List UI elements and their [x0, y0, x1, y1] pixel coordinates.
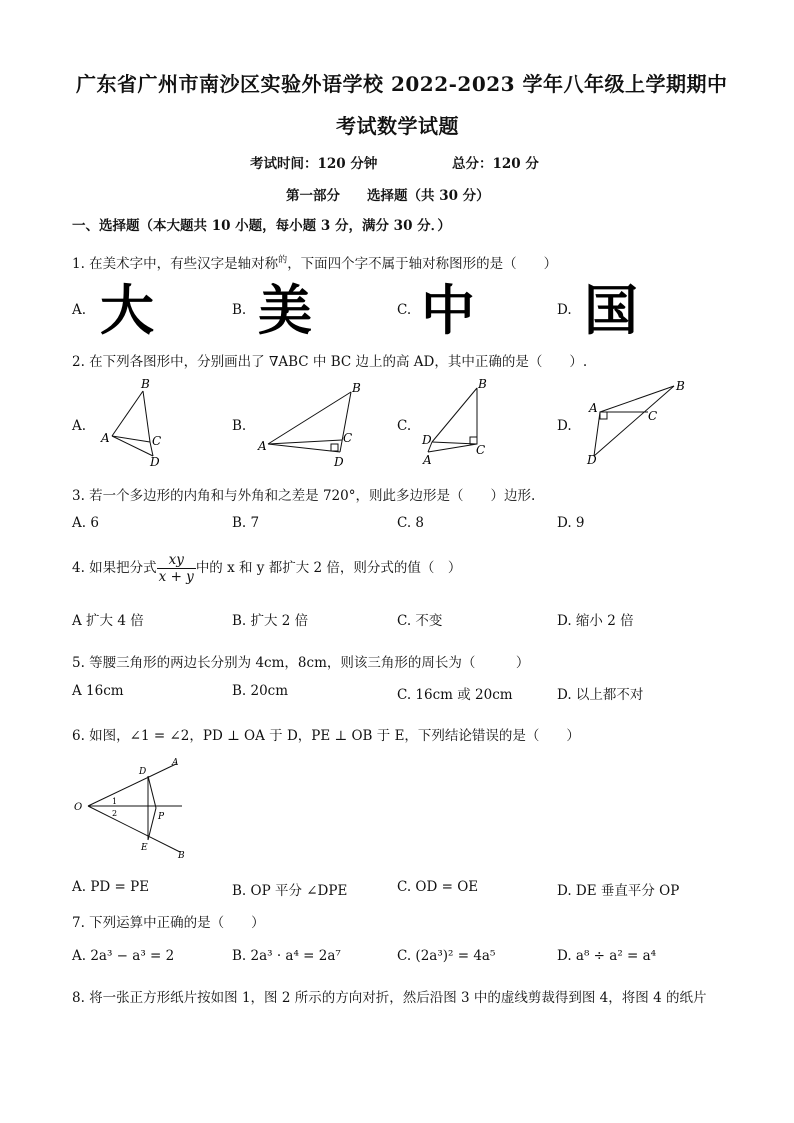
q1-option-b-char: 美 [258, 279, 312, 342]
q2d-label-c: C [648, 409, 658, 423]
q5-option-c: C. 16cm 或 20cm [397, 687, 513, 703]
question-3-stem: 3. 若一个多边形的内角和与外角和之差是 720°，则此多边形是（ ）边形. [72, 488, 536, 504]
q7-option-b: B. 2a³ · a⁴ = 2a⁷ [232, 948, 341, 964]
q6-label-1: 1 [112, 797, 118, 806]
q2-figure-a [98, 376, 168, 468]
q4-option-c: C. 不变 [397, 613, 443, 629]
q2a-label-d: D [150, 455, 160, 468]
q6-label-o: O [74, 802, 83, 813]
q2a-label-a: A [101, 431, 110, 445]
question-6-stem: 6. 如图，∠1 = ∠2，PD ⊥ OA 于 D，PE ⊥ OB 于 E，下列结论错误的是（ ） [72, 728, 580, 744]
question-5-stem: 5. 等腰三角形的两边长分别为 4cm，8cm，则该三角形的周长为（ ） [72, 655, 530, 671]
q4-option-b: B. 扩大 2 倍 [232, 613, 309, 629]
q2c-label-a: A [423, 453, 432, 467]
section-heading: 一、选择题（本大题共 10 小题，每小题 3 分，满分 30 分．） [72, 218, 451, 234]
q6-option-a: A. PD = PE [72, 879, 150, 895]
q2d-label-a: A [589, 401, 598, 415]
q7-option-c: C. (2a³)² = 4a⁵ [397, 948, 496, 964]
q1-option-c-char: 中 [421, 279, 475, 342]
q2-option-b-letter: B. [232, 418, 247, 434]
question-1-sup: 的 [278, 255, 288, 266]
q2-option-a-letter: A. [72, 418, 87, 434]
q1-option-d-char: 国 [584, 279, 638, 342]
q6-option-d: D. DE 垂直平分 OP [557, 883, 680, 899]
q6-label-2: 2 [112, 809, 118, 818]
q6-label-e: E [141, 843, 148, 853]
page-title-line2: 考试数学试题 [336, 114, 459, 138]
q2-figure-b [256, 378, 368, 470]
q7-option-d: D. a⁸ ÷ a² = a⁴ [557, 948, 657, 964]
q2-option-c-letter: C. [397, 418, 412, 434]
q1-option-a-char: 大 [100, 279, 154, 342]
q1-option-b-letter: B. [232, 302, 247, 318]
question-7-stem: 7. 下列运算中正确的是（ ） [72, 915, 265, 931]
q2-option-d-letter: D. [557, 418, 572, 434]
q2c-label-b: B [478, 377, 487, 391]
question-8-stem: 8. 将一张正方形纸片按如图 1，图 2 所示的方向对折，然后沿图 3 中的虚线剪裁得到图 4，将图 4 的纸片 [72, 990, 707, 1006]
part-heading: 第一部分 选择题（共 30 分） [286, 188, 490, 204]
q2c-label-c: C [476, 443, 486, 457]
q2a-label-b: B [141, 377, 150, 391]
q2b-label-c: C [343, 431, 353, 445]
q1-option-a-letter: A. [72, 302, 87, 318]
q6-label-a: A [172, 758, 179, 768]
q2d-label-d: D [587, 453, 597, 467]
q6-option-c: C. OD = OE [397, 879, 479, 895]
q7-option-a: A. 2a³ − a³ = 2 [72, 948, 175, 964]
q3-option-b: B. 7 [232, 515, 260, 531]
q5-option-d: D. 以上都不对 [557, 687, 644, 703]
q6-option-b: B. OP 平分 ∠DPE [232, 883, 348, 899]
q2b-label-a: A [258, 439, 267, 453]
q4-option-d: D. 缩小 2 倍 [557, 613, 634, 629]
question-1-stem: 1. 在美术字中，有些汉字是轴对称$^的$，下面四个字不属于轴对称图形的是（ ） [72, 255, 558, 272]
q5-option-b: B. 20cm [232, 683, 289, 699]
q6-figure [72, 756, 202, 864]
question-4-stem: 4. 如果把分式 $\frac{xy}{x + y}$ 中的 x 和 y 都扩大 2 倍，则分式的值（ ） [72, 552, 462, 585]
q2b-label-b: B [352, 381, 361, 395]
question-2-stem: 2. 在下列各图形中，分别画出了 ∇ABC 中 BC 边上的高 AD，其中正确的是（ ）. [72, 354, 588, 370]
q2a-label-c: C [152, 434, 162, 448]
total-score: 总分：120 分 [452, 156, 539, 172]
q4-option-a: A 扩大 4 倍 [72, 613, 144, 629]
q6-label-b: B [178, 851, 185, 861]
q2-figure-d [584, 376, 694, 470]
page-title: 广东省广州市南沙区实验外语学校 2022-2023 学年八年级上学期期中 [76, 72, 728, 96]
q1-option-d-letter: D. [557, 302, 572, 318]
q3-option-d: D. 9 [557, 515, 585, 531]
q1-option-c-letter: C. [397, 302, 412, 318]
q2d-label-b: B [676, 379, 685, 393]
q2b-label-d: D [334, 455, 344, 469]
q4-fraction: $\frac{xy}{x + y}$ [158, 552, 194, 585]
q2-figure-c [420, 376, 500, 470]
exam-time: 考试时间：120 分钟 [250, 156, 378, 172]
q2c-label-d: D [422, 433, 432, 447]
q6-label-d: D [139, 767, 147, 777]
q5-option-a: A 16cm [72, 683, 124, 699]
q3-option-c: C. 8 [397, 515, 425, 531]
q3-option-a: A. 6 [72, 515, 99, 531]
q6-label-p: P [158, 812, 165, 822]
